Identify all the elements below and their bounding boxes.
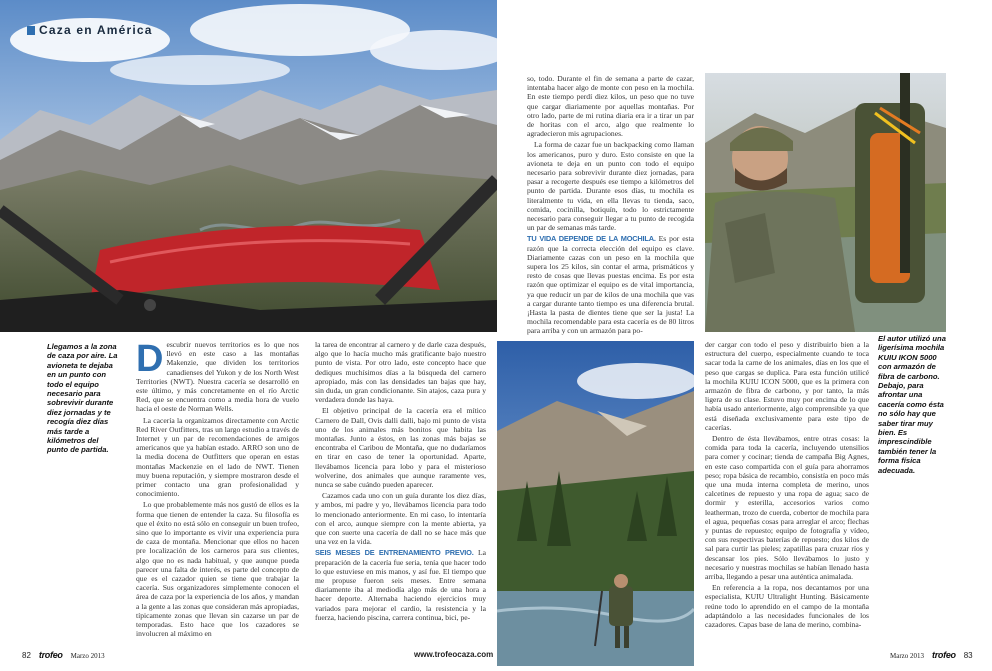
column-3 [527, 74, 694, 338]
date-right: Marzo 2013 [890, 652, 925, 660]
hunter-photo [705, 73, 946, 332]
hunter-backpack-illustration [705, 73, 946, 332]
paragraph-4: la tarea de encontrar al carnero y de darle caza después, algo que lo hacía mucho más gratificante bajo nuestro punto de vista. Por otro lado, este concepto hace que dediques muchísimos días a la búsqueda del carnero apropiado, más con las densidades tan bajas que hay, sin duda, un gran condicionante. Sin atajos, caza pura y verdadera donde las haya. [315, 340, 486, 405]
section-marker [27, 26, 35, 35]
paragraph-6: Cazamos cada uno con un guía durante los diez días, y ambos, mi padre y yo, llevábamos licencia para todo lo mencionado anteriormente. En mi caso, lo intentaría con el arco, aunque siempre con la mente abierta, ya que con suerte una cacería de dall no se hace más que una vez en la vida. [315, 491, 486, 547]
paragraph-7-text: La preparación de la cacería fue seria, tenía que hacer todo lo que estuviese en mis manos, y así fue. El tiempo que me propuse fueron seis meses. Entre semana diariamente iba al mediodía algo más de una hora a hacer deporte. Alternaba haciendo ejercicios muy variados para mejorar el cardio, la resistencia y la fuerza, haciendo piscina, carrera continua, bici, pe- [315, 548, 486, 622]
caption-plane: Llegamos a la zona de caza por aire. La avioneta te dejaba en un punto con todo el equipo necesario para sobrevivir durante diez jornadas y te recogía diez días más tarde a kilómetros del punto de partida. [47, 342, 118, 455]
column-1 [136, 340, 299, 641]
paragraph-1 [136, 340, 299, 414]
paragraph-12: Dentro de ésta llevábamos, entre otras cosas: la comida para toda la cacería, incluyendo utensilios para comer y cocinar; tienda de campaña Big Agnes, en este caso compartida con el guía para ahorramos peso; ropa básica de recambio, consistía en poco más que una muda interna completa de merino, unos calcetines de repuesto y una ropa de agua; saco de dormir y esterilla, accesorios varios como leatherman, trozo de cuerda, cobertor de mochila para el agua, pequeñas cosas para arreglar el arco; flechas y puntas de repuesto; equipo de fotografía y vídeo, con sus respectivas baterías de repuesto; dos kilos de sal para curtir las pieles; zapatillas para cruzar ríos y descansar los pies. Sólo llevábamos lo justo y necesario y nuestras mochilas se habían llenado hasta arriba, llegando a pesar una auténtica animalada. [705, 434, 869, 582]
caption-hunter: El autor utilizó una ligerísima mochila KUIU IKON 5000 con armazón de fibra de carbono. Debajo, para afrontar una cacería como ésta no sólo hay que saber tirar muy bien. Es imprescindible también tener la forma física adecuada. [878, 334, 946, 475]
paragraph-5: El objetivo principal de la cacería era el mítico Carnero de Dall, Ovis dalli dalli, bajo mi punto de vista uno de los animales más bonitos que habita las montañas. Junto a éstos, en las zonas más bajas se encontraba el Caribou de Montaña, que no dudaríamos en tirar en caso de tener la oportunidad. Aparte, llevábamos licencia para lobo y para el misterioso wolverine, dos animales que aunque raramente ves, nunca se sabe cuándo pueden aparecer. [315, 406, 486, 490]
subhead-training: SEIS MESES DE ENTRENAMIENTO PREVIO. [315, 548, 474, 558]
paragraph-1-text: escubrir nuevos territorios es lo que nos llevó en este caso a las montañas Makenzie, que dividen los territorios canadienses del Yukon y de los North West Territories (NWT). Nuestra cacería se desarrolló en este último, y más concretamente en el río Arctic Red, que se encuentra como a media hora de vuelo hacia el oeste de Norman Wells. [136, 340, 299, 414]
paragraph-3: Lo que probablemente más nos gustó de ellos es la forma que tienen de entender la caza. Su filosofía es que el éxito no está sólo en conseguir un buen trofeo, sino que lo importante es vivir una experiencia pura de caza de montaña. Mencionar que ellos no hacen pre localización de los carneros para sus clientes, algo que no es nada habitual, y que aunque pueda parecer una falta de interés, es parte del concepto de que es el cazador quien se tiene que trabajar la cacería. Sus organizadores simplemente conocen el área de caza por la experiencia de los años, y mandan a la gente a las zonas que consideran más apropiadas, típicamente zonas que llevan sin cazarse un par de temporadas. Esto hace que los cazadores se involucren al máximo en [136, 500, 299, 639]
river-photo [497, 341, 694, 666]
paragraph-7 [315, 548, 486, 622]
footer-left [22, 650, 105, 660]
paragraph-11: der cargar con todo el peso y distribuirlo bien a la estructura del cuerpo, especialmente cuando te toca sacar toda la carne de los animales, días en los que el peso que cargas se duplica. Para esta función utilicé la mochila KUIU ICON 5000, que es la primera con armazón de fibra de carbono, y por tanto, la más ligera de su clase. Estuvo muy por encima de lo que había usado anteriormente, algo comprensible ya que está diseñada exclusivamente para este tipo de cacerías. [705, 340, 869, 432]
paragraph-10-text: Es por esta razón que la correcta elección del equipo es clave. Diariamente cazas con un peso en la mochila que supera los 25 kilos, sin contar el arma, prismáticos y resto de cosas que llevas puestas encima. Es por esta razón que optimizar el equipo es de vital importancia, ya que reducir un par de kilos de una mochila que vas a cargar durante tanto tiempo es una diferencia brutal. ¡Hasta la pasta de dientes tiene que ser la justa! La mochila recomendable para esta cacería es de 80 litros para arriba y con un armazón para po- [527, 234, 694, 336]
drop-cap: D [136, 338, 164, 380]
paragraph-9: La forma de cazar fue un backpacking como llaman los americanos, puro y duro. Esto consiste en que la avioneta te deja en un punto con todo el equipo necesario para sobrevivir durante diez jornadas, para pasar a recogerte después ese tiempo a kilómetros del punto de partida. Durante esos días, tu mochila es literalmente tu vida, en ella llevas tu tienda, saco, comida, cocinilla, botiquín, todo lo estrictamente necesario para conseguir llegar a tu punto de recogida un par de semanas más tarde. [527, 140, 694, 233]
aerial-photo [0, 0, 497, 332]
aerial-mountain-illustration [0, 0, 497, 332]
column-2 [315, 340, 486, 624]
paragraph-13: En referencia a la ropa, nos decantamos por una especialista, KUIU Ultralight Hunting. Básicamente reúne todo lo aprendido en el campo de la montaña adaptándolo a las necesidades funcionales de los cazadores. Capas base de lana de merino, combina- [705, 583, 869, 630]
paragraph-2: La cacería la organizamos directamente con Arctic Red River Outfitters, tras un largo estudio a través de Internet y un par de recomendaciones de amigos americanos que ya habían estado. ARRO son uno de la media docena de Outfitters que operan en estas montañas Mackenzie en el lado de NWT. Tienen muy buena reputación, y siempre mostraron desde el primer contacto una gran profesionalidad y conocimiento. [136, 415, 299, 499]
page-number-right: 83 [963, 651, 973, 660]
paragraph-10 [527, 234, 694, 335]
brand-logo-left: trofeo [38, 650, 63, 660]
paragraph-8: so, todo. Durante el fin de semana a parte de cazar, intentaba hacer algo de monte con peso en la mochila. En este tiempo perdí diez kilos, un peso que no tuve que cargar diariamente por aquellas montañas. Por otro lado, parte de mi rutina diaria era ir a tirar un par de horitas con el arco, algo que realmente lo agradecieron mis agrupaciones. [527, 74, 694, 139]
brand-logo-right: trofeo [932, 650, 956, 660]
date-left: Marzo 2013 [70, 652, 105, 660]
page-number-left: 82 [22, 651, 31, 660]
subhead-backpack: TU VIDA DEPENDE DE LA MOCHILA. [527, 234, 656, 244]
section-header [27, 23, 153, 37]
footer-right [890, 650, 973, 660]
section-title: Caza en América [39, 23, 153, 37]
footer-website[interactable]: www.trofeocaza.com [414, 650, 494, 659]
river-crossing-illustration [497, 341, 694, 666]
column-4 [705, 340, 869, 631]
